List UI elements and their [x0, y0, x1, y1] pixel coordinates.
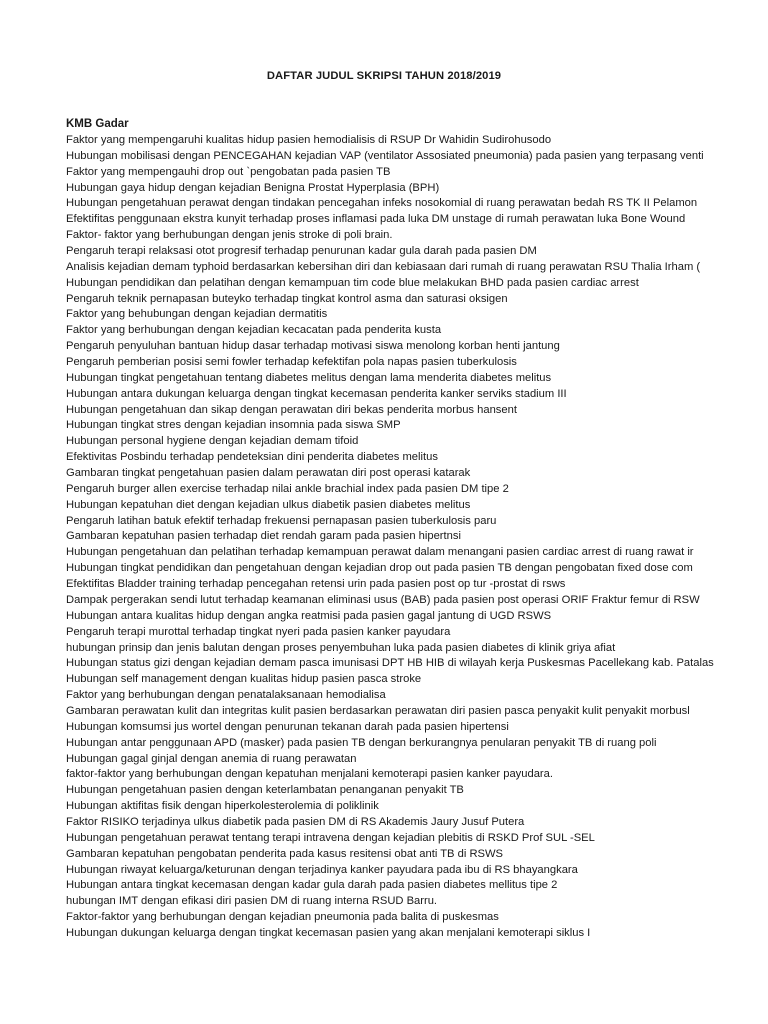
- thesis-title-item: Faktor RISIKO terjadinya ulkus diabetik pada pasien DM di RS Akademis Jaury Jusuf Putera: [66, 815, 525, 828]
- thesis-title-item: Faktor yang mempengauhi drop out `pengobatan pada pasien TB: [66, 165, 391, 178]
- thesis-title-item: Hubungan aktifitas fisik dengan hiperkolesterolemia di poliklinik: [66, 800, 379, 813]
- thesis-title-item: Pengaruh terapi murottal terhadap tingkat nyeri pada pasien kanker payudara: [66, 625, 451, 638]
- thesis-title-item: hubungan IMT dengan efikasi diri pasien DM di ruang interna RSUD Barru.: [66, 895, 438, 908]
- thesis-title-item: Hubungan tingkat stres dengan kejadian insomnia pada siswa SMP: [66, 419, 401, 432]
- thesis-title-item: Hubungan riwayat keluarga/keturunan dengan terjadinya kanker payudara pada ibu di RS bhayangkara: [66, 863, 578, 876]
- document-title: DAFTAR JUDUL SKRIPSI TAHUN 2018/2019: [266, 70, 502, 82]
- thesis-title-item: Faktor yang mempengaruhi kualitas hidup pasien hemodialisis di RSUP Dr Wahidin Sudirohusodo: [66, 134, 552, 146]
- thesis-title-list: [66, 133, 768, 942]
- thesis-title-item: Pengaruh burger allen exercise terhadap nilai ankle brachial index pada pasien DM tipe 2: [66, 482, 509, 495]
- thesis-title-item: Pengaruh pemberian posisi semi fowler terhadap kefektifan pola napas pasien tuberkulosis: [66, 356, 517, 369]
- thesis-title-item: Hubungan tingkat pendidikan dan pengetahuan dengan kejadian drop out pada pasien TB dengan pengobatan fixed dose com: [66, 562, 693, 575]
- thesis-title-item: Hubungan pengetahuan dan sikap dengan perawatan diri bekas penderita morbus hansent: [66, 403, 517, 416]
- thesis-title-item: Pengaruh teknik pernapasan buteyko terhadap tingkat kontrol asma dan saturasi oksigen: [66, 292, 508, 305]
- thesis-title-item: Hubungan antara kualitas hidup dengan angka reatmisi pada pasien gagal jantung di UGD RSWS: [66, 609, 552, 622]
- thesis-title-item: Hubungan pengetahuan perawat tentang terapi intravena dengan kejadian plebitis di RSKD Prof SUL -SEL: [66, 831, 595, 844]
- thesis-title-item: hubungan prinsip dan jenis balutan dengan proses penyembuhan luka pada pasien diabetes di klinik griya afiat: [66, 641, 616, 654]
- section-heading: KMB Gadar: [66, 118, 129, 130]
- thesis-title-item: Hubungan komsumsi jus wortel dengan penurunan tekanan darah pada pasien hipertensi: [66, 720, 509, 733]
- thesis-title-item: Gambaran kepatuhan pengobatan penderita pada kasus resitensi obat anti TB di RSWS: [66, 847, 504, 860]
- thesis-title-item: Analisis kejadian demam typhoid berdasarkan kebersihan diri dan kebiasaan dari rumah di ruang perawatan RSU Thalia Irham (: [66, 260, 701, 273]
- thesis-title-item: Hubungan status gizi dengan kejadian demam pasca imunisasi DPT HB HIB di wilayah kerja Puskesmas Pacellekang kab. Patalas: [66, 657, 714, 670]
- thesis-title-item: Hubungan pengetahuan pasien dengan keterlambatan penanganan penyakit TB: [66, 784, 464, 797]
- thesis-title-item: Faktor-faktor yang berhubungan dengan kejadian pneumonia pada balita di puskesmas: [66, 911, 499, 924]
- thesis-title-item: faktor-faktor yang berhubungan dengan kepatuhan menjalani kemoterapi pasien kanker payudara.: [66, 768, 553, 781]
- thesis-title-item: Hubungan dukungan keluarga dengan tingkat kecemasan pasien yang akan menjalani kemoterapi siklus I: [66, 926, 591, 939]
- thesis-title-item: Hubungan personal hygiene dengan kejadian demam tifoid: [66, 435, 359, 448]
- thesis-title-item: Hubungan gagal ginjal dengan anemia di ruang perawatan: [66, 752, 357, 765]
- thesis-title-item: Pengaruh latihan batuk efektif terhadap frekuensi pernapasan pasien tuberkulosis paru: [66, 514, 497, 527]
- thesis-title-item: Faktor yang berhubungan dengan penatalaksanaan hemodialisa: [66, 689, 386, 702]
- thesis-title-item: Hubungan gaya hidup dengan kejadian Benigna Prostat Hyperplasia (BPH): [66, 181, 440, 194]
- thesis-title-item: Hubungan antara tingkat kecemasan dengan kadar gula darah pada pasien diabetes mellitus tipe 2: [66, 879, 558, 892]
- thesis-title-item: Hubungan mobilisasi dengan PENCEGAHAN kejadian VAP (ventilator Assosiated pneumonia) pada pasien yang terpasang venti: [66, 149, 704, 162]
- thesis-title-item: Hubungan pendidikan dan pelatihan dengan kemampuan tim code blue melakukan BHD pada pasien cardiac arrest: [66, 276, 639, 289]
- thesis-title-item: Pengaruh penyuluhan bantuan hidup dasar terhadap motivasi siswa menolong korban henti jantung: [66, 340, 560, 353]
- thesis-title-item: Efektifitas Bladder training terhadap pencegahan retensi urin pada pasien post op tur -prostat di rsws: [66, 578, 566, 591]
- thesis-title-item: Pengaruh terapi relaksasi otot progresif terhadap penurunan kadar gula darah pada pasien DM: [66, 245, 537, 258]
- thesis-title-item: Dampak pergerakan sendi lutut terhadap keamanan eliminasi usus (BAB) pada pasien post operasi ORIF Fraktur femur di RSW: [66, 593, 700, 606]
- thesis-title-item: Gambaran perawatan kulit dan integritas kulit pasien berdasarkan perawatan diri pasien pasca penyakit kulit penyakit morbusl: [66, 704, 690, 717]
- thesis-title-item: Hubungan self management dengan kualitas hidup pasien pasca stroke: [66, 673, 422, 686]
- thesis-title-item: Hubungan antara dukungan keluarga dengan tingkat kecemasan penderita kanker serviks stadium III: [66, 387, 567, 400]
- thesis-title-item: Faktor yang behubungan dengan kejadian dermatitis: [66, 308, 328, 321]
- thesis-title-item: Hubungan tingkat pengetahuan tentang diabetes melitus dengan lama menderita diabetes melitus: [66, 371, 552, 384]
- thesis-title-item: Hubungan pengetahuan dan pelatihan terhadap kemampuan perawat dalam menangani pasien cardiac arrest di ruang rawat ir: [66, 546, 694, 559]
- thesis-title-item: Efektifitas penggunaan ekstra kunyit terhadap proses inflamasi pada luka DM unstage di rumah perawatan luka Bone Wound: [66, 213, 686, 226]
- thesis-title-item: Hubungan kepatuhan diet dengan kejadian ulkus diabetik pasien diabetes melitus: [66, 498, 471, 511]
- thesis-title-item: Efektivitas Posbindu terhadap pendeteksian dini penderita diabetes melitus: [66, 451, 438, 464]
- thesis-title-item: Hubungan pengetahuan perawat dengan tindakan pencegahan infeks nosokomial di ruang perawatan bedah RS TK II Pelamon: [66, 197, 698, 210]
- thesis-title-item: Gambaran kepatuhan pasien terhadap diet rendah garam pada pasien hipertnsi: [66, 530, 461, 543]
- thesis-title-item: Faktor yang berhubungan dengan kejadian kecacatan pada penderita kusta: [66, 324, 442, 337]
- thesis-title-item: Gambaran tingkat pengetahuan pasien dalam perawatan diri post operasi katarak: [66, 467, 471, 480]
- thesis-title-item: Faktor- faktor yang berhubungan dengan jenis stroke di poli brain.: [66, 229, 393, 242]
- thesis-title-item: Hubungan antar penggunaan APD (masker) pada pasien TB dengan berkurangnya penularan penyakit TB di ruang poli: [66, 736, 657, 749]
